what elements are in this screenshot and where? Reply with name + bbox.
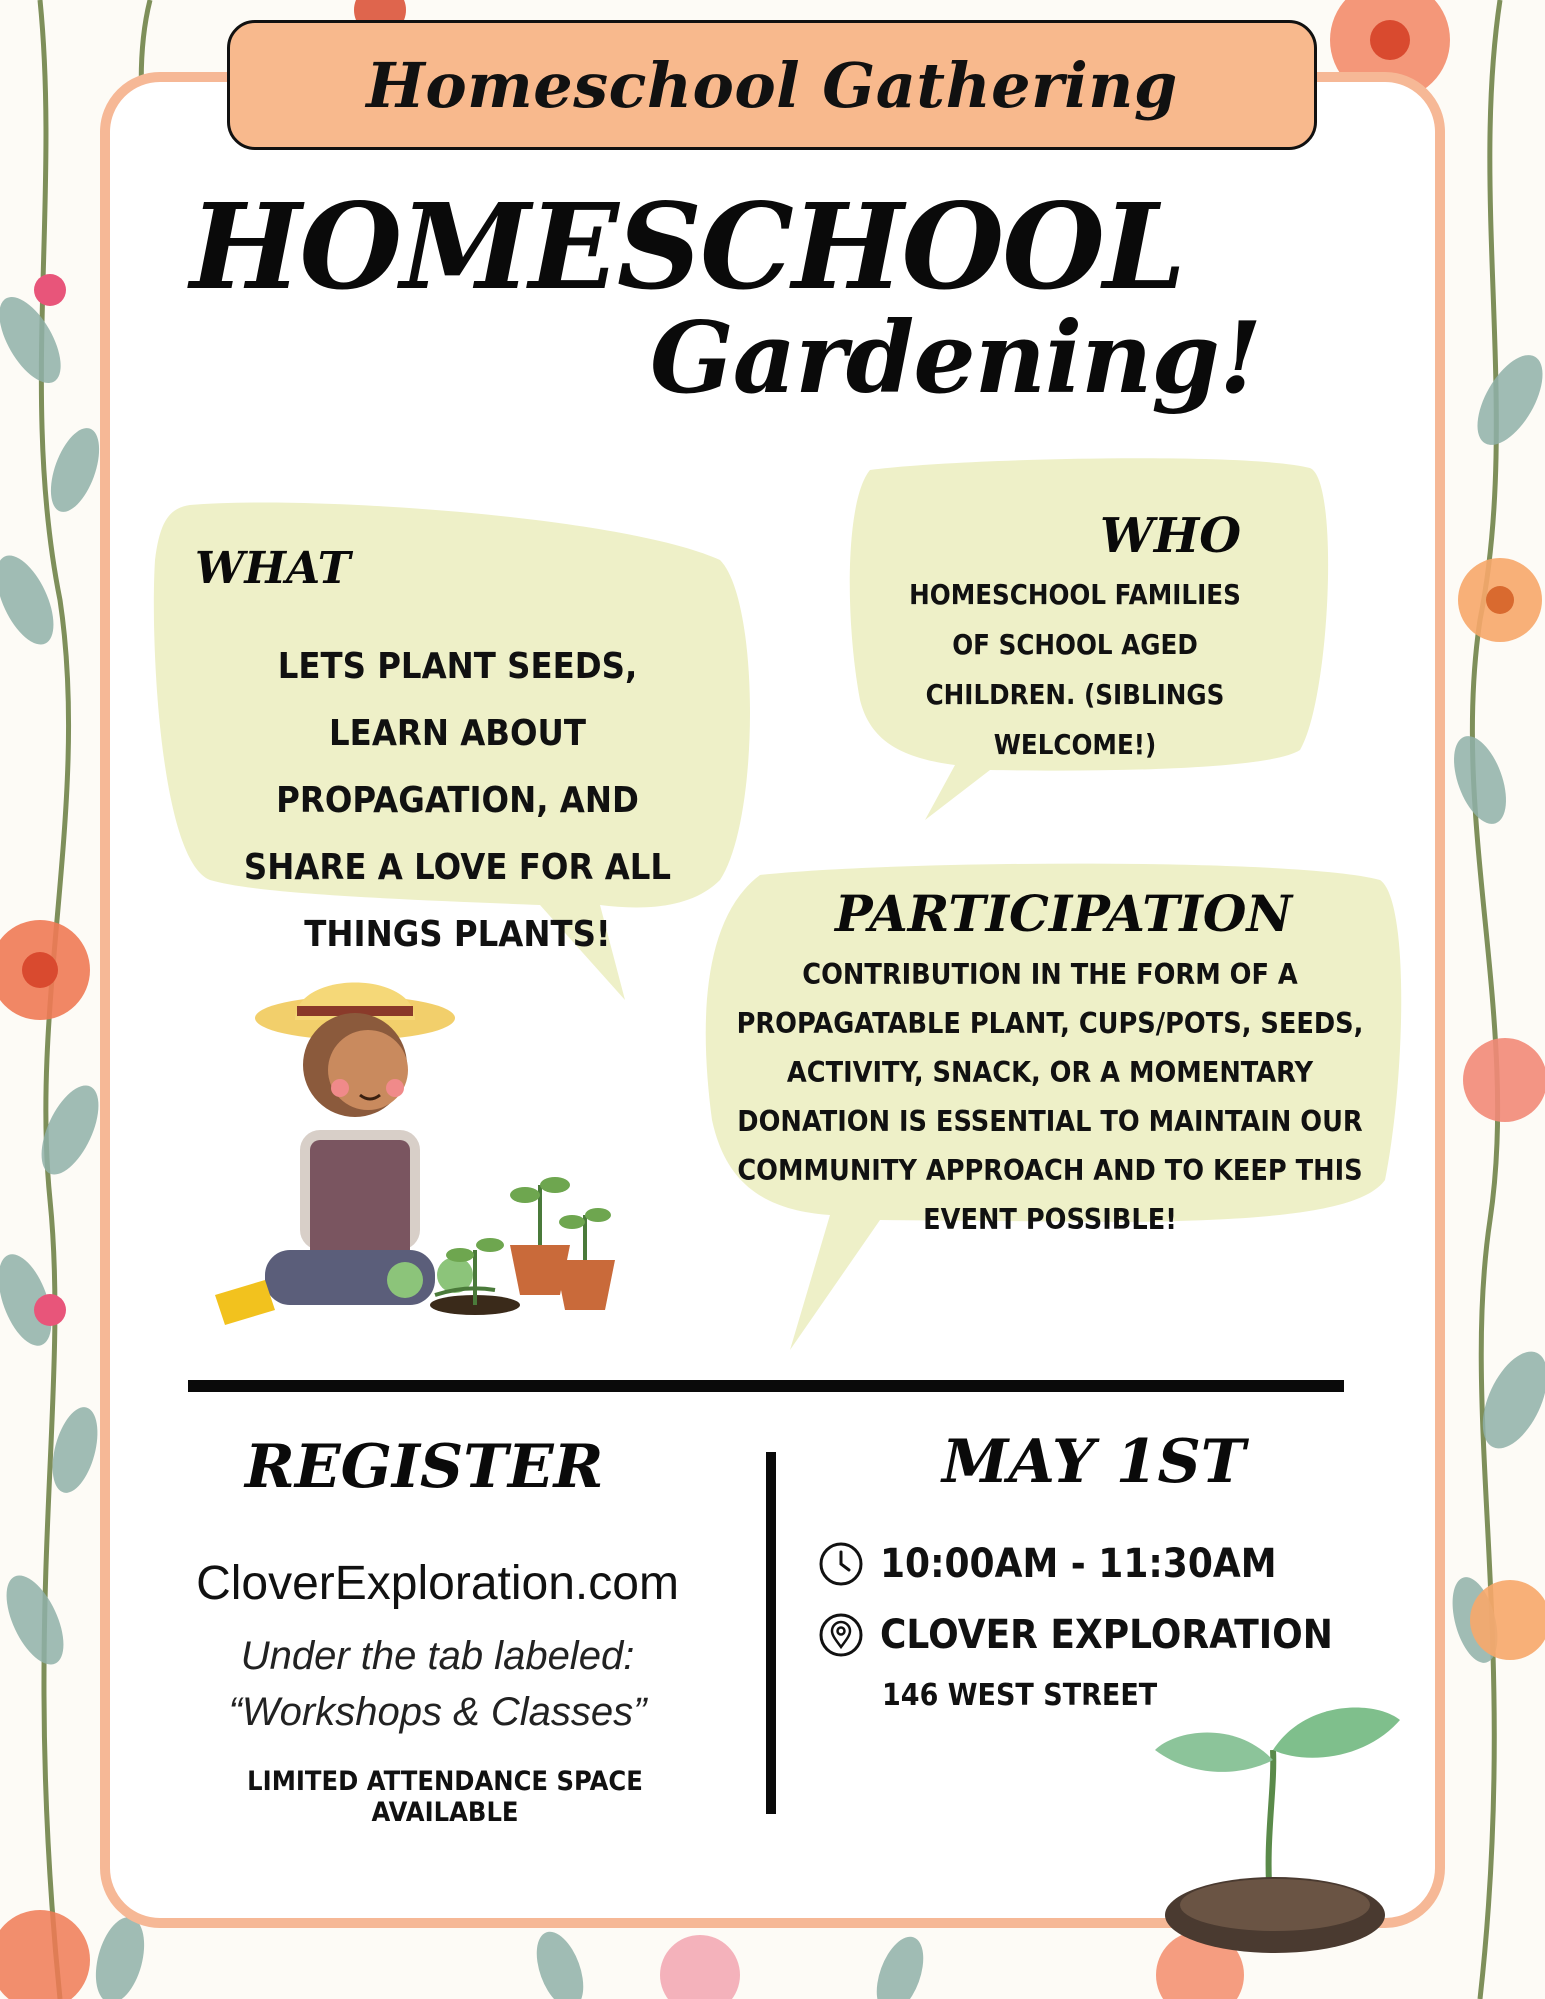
register-tab-instruction: Under the tab labeled:: [240, 1634, 635, 1678]
event-time: 10:00AM - 11:30AM: [880, 1541, 1277, 1587]
participation-heading: PARTICIPATION: [835, 884, 1293, 943]
banner-text: Homeschool Gathering: [366, 48, 1178, 122]
event-street: 146 WEST STREET: [882, 1678, 1158, 1713]
register-tab-name: “Workshops & Classes”: [228, 1690, 647, 1734]
page-title-line1: HOMESCHOOL: [190, 177, 1185, 316]
register-url[interactable]: CloverExploration.com: [196, 1557, 679, 1610]
what-heading: WHAT: [195, 543, 351, 594]
event-location-row: [818, 1612, 1383, 1658]
section-divider: [188, 1380, 1344, 1392]
what-text: LETS PLANT SEEDS, LEARN ABOUT PROPAGATION, AND SHARE A LOVE FOR ALL THINGS PLANTS!: [243, 646, 672, 955]
event-location: CLOVER EXPLORATION: [880, 1612, 1333, 1658]
column-divider: [766, 1452, 776, 1814]
event-time-row: [818, 1541, 1321, 1587]
page-title-line2: Gardening!: [650, 301, 1261, 416]
clock-icon: [818, 1541, 864, 1587]
who-heading: WHO: [1100, 508, 1242, 564]
child-gardening-illustration: [205, 960, 665, 1360]
who-text: HOMESCHOOL FAMILIES OF SCHOOL AGED CHILDREN. (SIBLINGS WELCOME!): [909, 578, 1241, 761]
map-pin-icon: [818, 1612, 864, 1658]
sprout-illustration: [1135, 1680, 1415, 1960]
register-heading: REGISTER: [245, 1432, 604, 1502]
participation-text: CONTRIBUTION IN THE FORM OF A PROPAGATABLE PLANT, CUPS/POTS, SEEDS, ACTIVITY, SNACK, OR A MOMENTARY DONATION IS ESSENTIAL TO MAINTAIN OUR COMMUNITY APPROACH AND TO KEEP THIS EVENT POSSIBLE!: [736, 958, 1364, 1236]
attendance-note: LIMITED ATTENDANCE SPACE AVAILABLE: [247, 1766, 643, 1828]
event-date: MAY 1ST: [942, 1427, 1246, 1497]
